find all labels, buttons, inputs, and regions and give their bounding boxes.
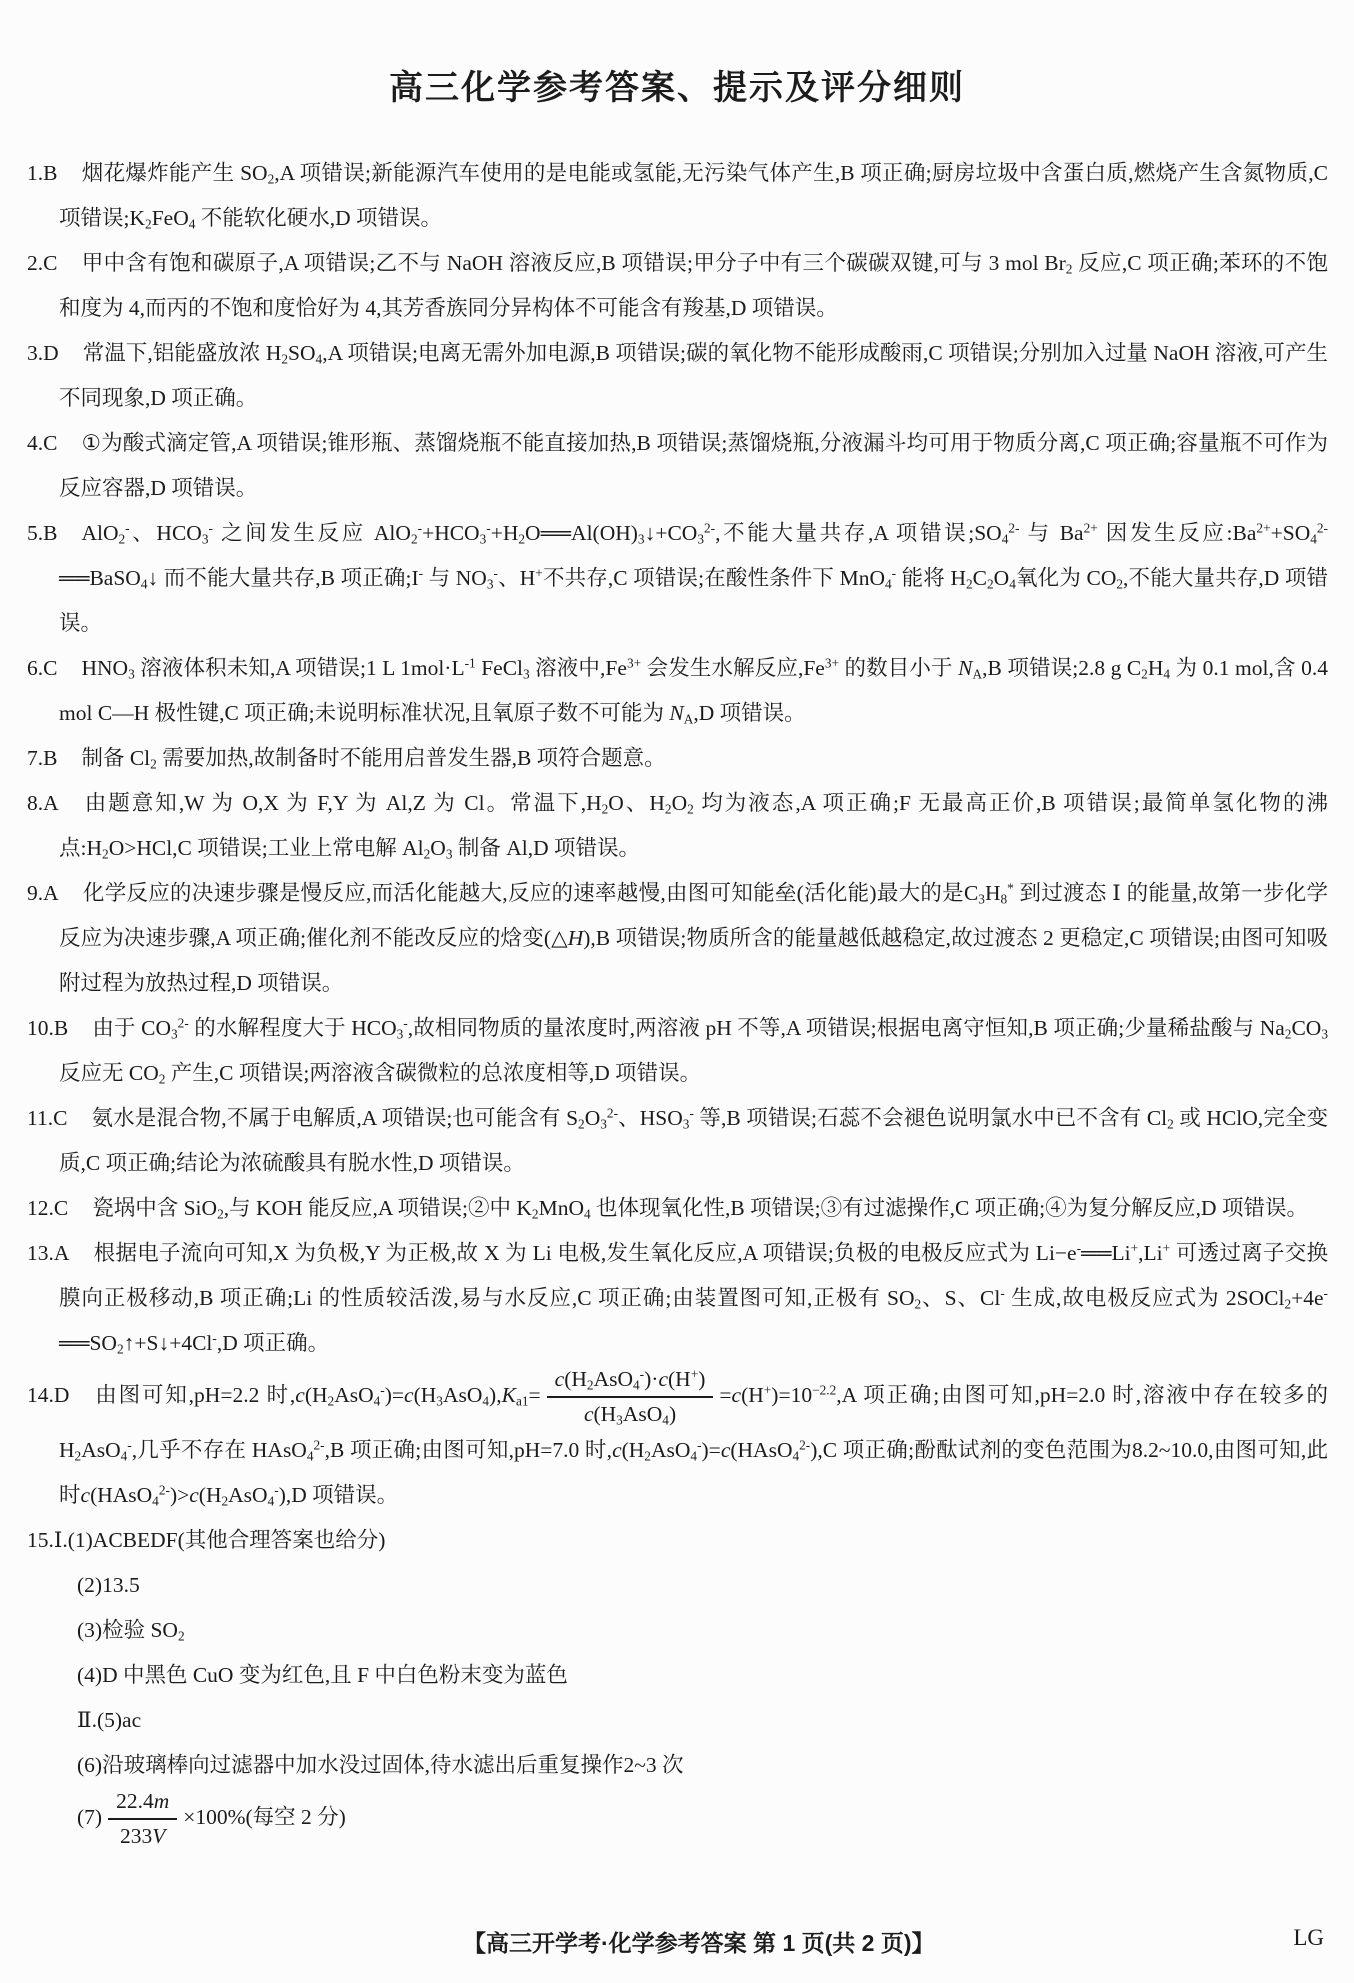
answer-label: 11.C [27,1106,68,1130]
answer-label: 15. [27,1527,54,1552]
footer-page-code: LG [1293,1925,1324,1950]
answer-item-1 [27,151,1328,241]
yield-fraction [108,1788,177,1850]
answer-list [0,109,1354,1850]
answer-item-9 [27,871,1328,1006]
answer-label: 2.C [27,251,58,275]
answer-text: 氨水是混合物,不属于电解质,A 项错误;也可能含有 $S_2O_3^{2-}$、$HSO_3^-$ 等,B 项错误;石蕊不会褪色说明氯水中已不含有 $Cl_2$ 或 HClO,完全变质,C 项正确;结论为浓硫酸具有脱水性,D 项错误。 [59,1105,1329,1175]
page-footer [0,1925,1354,1959]
answer-item-6 [27,646,1328,736]
answer-text: $=c(H^+)=10^{-2.2},A$ 项正确;由图可知,pH=2.0 时,溶液中存在较多的 $H_2AsO_4^-$,几乎不存在 HAsO$_4^{2-}$,B 项正确;由图可知,pH=7.0 时$,c(H_2AsO_4^-)=c(HAsO_4^{2-}),C$ 项正确;酚酞试剂的变色范围为8.2~10.0,由图可知,此时$c(HAsO_4^{2-})>c(H_2AsO_4^-),D$ 项错误。 [59,1382,1329,1509]
answer-text: 由题意知,W 为 O,X 为 F,Y 为 Al,Z 为 Cl。常温下$,H_2O$、$H_2O_2$ 均为液态,A 项正确;F 无最高正价,B 项错误;最简单氢化物的沸点$:H_2O>HCl,C$ 项错误;工业上常电解 $Al_2O_3$ 制备 Al,D 项错误。 [59,791,1328,862]
page-title: 高三化学参考答案、提示及评分细则 [389,69,965,107]
answer-label: 13.A [27,1241,70,1265]
answer-item-2 [27,241,1328,331]
answer-text: AlO$_2$-、$HCO_3^-$ 之间发生反应 $AlO_2^-+HCO_3^-+H_2O══Al(OH)_3↓+CO_3^{2-}$,不能大量共存,A 项错误$;SO_4^{2-}$ 与 $Ba^{2+}$ 因发生反应$:Ba^{2+}+SO_4^{2-}══BaSO_4↓$ 而不能大量共存,B 项正确;I- 与 $NO_3^-$、H+不共存,C 项错误;在酸性条件下 MnO$_4$- 能将 $H_2C_2O_4$氧化为 $CO_2$,不能大量共存,D 项错误。 [59,520,1328,635]
answer-text: 由图可知,pH=2.2 时$,c(H_2AsO_4^-)=c(H_3AsO_4),K_{a1}=$ [93,1382,541,1409]
ka1-fraction [547,1366,714,1428]
answer-15-sub-7 [27,1788,1328,1850]
answer-text: 常温下,铝能盛放浓 $H_2SO_4,A$ 项错误;电离无需外加电源,B 项错误;碳的氧化物不能形成酸雨,C 项错误;分别加入过量 NaOH 溶液,可产生不同现象,D 项正确。 [59,341,1328,410]
answer-text: 瓷埚中含 SiO$_2$,与 KOH 能反应,A 项错误;②中 $K_2MnO_4$ 也体现氧化性,B 项错误;③有过滤操作,C 项正确;④为复分解反应,D 项错误。 [92,1196,1308,1222]
answer-text: 制备 $Cl_2$ 需要加热,故制备时不能用启普发生器,B 项符合题意。 [81,746,666,772]
answer-item-8 [27,781,1328,871]
answer-item-12 [27,1186,1328,1231]
answer-item-13 [27,1231,1328,1366]
answer-text: 根据电子流向可知,X 为负极,Y 为正极,故 X 为 Li 电极,发生氧化反应,A 项错误;负极的电极反应式为 Li−e-══Li+,Li+ 可透过离子交换膜向正极移动,B 项正确;Li 的性质较活泼,易与水反应,C 项正确;由装置图可知,正极有 $SO_2$、S、Cl- 生成,故电极反应式为 $2SOCl_2+4e^-══SO_2↑+S↓+4Cl^-,D$ 项正确。 [59,1240,1328,1357]
answer-label: 7.B [27,746,58,770]
answer-label: 14.D [27,1382,70,1407]
answer-15-sub-3: (3)检验 $SO_2$ [77,1617,185,1644]
answer-text: Ⅰ.(1)ACBEDF(其他合理答案也给分) [53,1527,386,1552]
answer-label: 5.B [27,521,58,545]
answer-label: 1.B [27,161,58,185]
fraction-numerator: $c(H_2AsO_4^-)\cdot c(H^+)$ [547,1366,714,1398]
answer-text: $HNO_3$ 溶液体积未知,A 项错误;1 L $1mol\cdot L^{-1}$ FeCl$_3$ 溶液中$,Fe^{3+}$ 会发生水解反应$,Fe^{3+}$ 的数目小于 $N_A,B$ 项错误;2.8 g $C_2H_4$ 为 0.1 mol,含 0.4 mol C—H 极性键,C 项正确;未说明标准状况,且氧原子数不可能为 $N_A,D$ 项错误。 [59,655,1328,727]
answer-item-10 [27,1006,1328,1096]
answer-item-4 [27,421,1328,511]
answer-text: ×100%(每空 2 分) [183,1804,346,1829]
answer-item-5 [27,511,1328,646]
answer-item-15 [27,1518,1328,1563]
footer-title: 【高三开学考·化学参考答案 第 1 页(共 2 页)】 [463,1930,935,1956]
fraction-denominator: $c(H_3AsO_4)$ [583,1401,677,1428]
answer-item-7 [27,736,1328,781]
answer-label: 12.C [27,1196,69,1220]
fraction-denominator: 233V [119,1823,166,1848]
answer-label: 6.C [27,656,58,680]
fraction-numerator: 22.4m [108,1788,177,1820]
answer-15-sub-4: (4)D 中黑色 CuO 变为红色,且 F 中白色粉末变为蓝色 [77,1662,568,1687]
answer-15-sub-6: (6)沿玻璃棒向过滤器中加水没过固体,待水滤出后重复操作2~3 次 [77,1752,684,1777]
answer-15-sub-5: Ⅱ.(5)ac [77,1707,142,1732]
answer-item-3 [27,331,1328,421]
answer-label: 8.A [27,791,59,815]
answer-label: 3.D [27,341,59,365]
answer-text: 化学反应的决速步骤是慢反应,而活化能越大,反应的速率越慢,由图可知能垒(活化能)最大的是$C_3H_8^*$ 到过渡态 Ⅰ 的能量,故第一步化学反应为决速步骤,A 项正确;催化剂不能改反应的焓变(△H),B 项错误;物质所含的能量越低越稳定,故过渡态 2 更稳定,C 项错误;由图可知吸附过程为放热过程,D 项错误。 [59,880,1328,995]
answer-label: 10.B [27,1016,69,1040]
answer-text: 由于 $CO_3^{2-}$ 的水解程度大于 $HCO_3^-$,故相同物质的量浓度时,两溶液 pH 不等,A 项错误;根据电离守恒知,B 项正确;少量稀盐酸与 $Na_2CO_3$ 反应无 $CO_2$ 产生,C 项错误;两溶液含碳微粒的总浓度相等,D 项错误。 [59,1015,1328,1087]
answer-text: (7) [77,1804,103,1829]
answer-text: 烟花爆炸能产生 $SO_2,A$ 项错误;新能源汽车使用的是电能或氢能,无污染气体产生,B 项正确;厨房垃圾中含蛋白质,燃烧产生含氮物质,C 项错误$;K_2FeO_4$ 不能软化硬水,D 项错误。 [59,161,1328,232]
answer-text: ①为酸式滴定管,A 项错误;锥形瓶、蒸馏烧瓶不能直接加热,B 项错误;蒸馏烧瓶,分液漏斗均可用于物质分离,C 项正确;容量瓶不可作为反应容器,D 项错误。 [59,431,1328,500]
answer-label: 4.C [27,431,58,455]
answer-text: 甲中含有饱和碳原子,A 项错误;乙不与 NaOH 溶液反应,B 项错误;甲分子中有三个碳碳双键,可与 3 mol $Br_2$ 反应,C 项正确;苯环的不饱和度为 4,而丙的不饱和度恰好为 4,其芳香族同分异构体不可能含有羧基,D 项错误。 [59,251,1328,320]
answer-label: 9.A [27,881,59,905]
answer-item-14 [27,1366,1328,1518]
answer-item-11 [27,1096,1328,1186]
answer-15-sub-2: (2)13.5 [77,1572,140,1597]
